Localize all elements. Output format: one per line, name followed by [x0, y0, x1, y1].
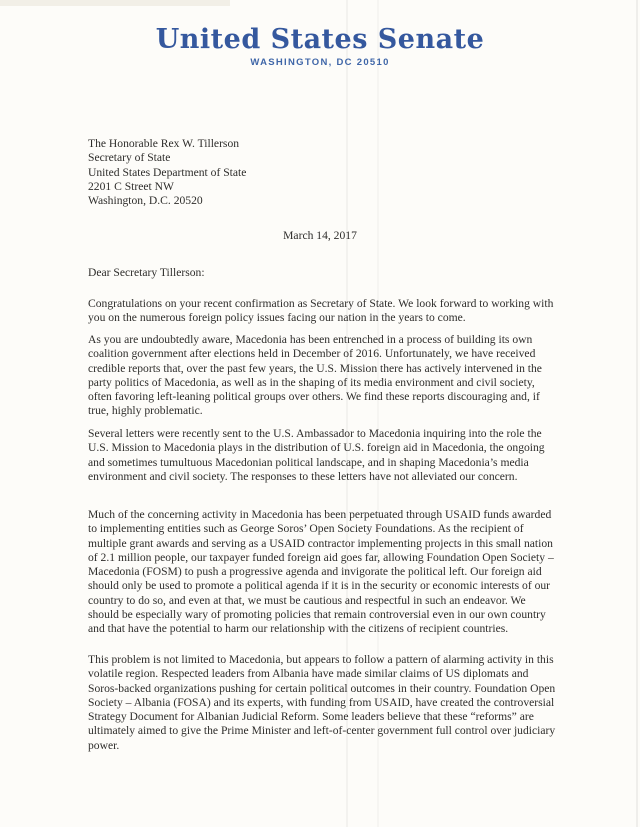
body-paragraph: Much of the concerning activity in Macedonia has been perpetuated through USAID funds awarded to implementing entities such as George Soros’ Open Society Foundations. As the recipient of multiple grant awards and serving as a USAID contractor implementing projects in this small nation of 2.1 million people, our taxpayer funded foreign aid goes far, allowing Foundation Open Society – Macedonia (FOSM) to push a progressive agenda and invigorate the political left. Our foreign aid should only be used to promote a political agenda if it is in the security or economic interests of our country to do so, and even at that, we must be cautious and respectful in such an endeavor. We should be especially wary of promoting policies that remain controversial even in our own country and that have the potential to harm our relationship with the citizens of recipient countries.	[88, 508, 554, 636]
letterhead-subtitle: WASHINGTON, DC 20510	[250, 57, 390, 68]
scan-artifact-tint	[0, 0, 230, 6]
page-edge-shadow	[636, 0, 638, 827]
recipient-name: The Honorable Rex W. Tillerson	[88, 137, 240, 150]
recipient-address-block	[88, 137, 246, 208]
recipient-title: Secretary of State	[88, 151, 171, 165]
body-paragraph: This problem is not limited to Macedonia, but appears to follow a pattern of alarming activity in this volatile region. Respected leaders from Albania have made similar claims of US diplomats and Soros-backed organizations pushing for certain political outcomes in their country. Foundation Open Society – Albania (FOSA) and its experts, with funding from USAID, have created the controversial Strategy Document for Albanian Judicial Reform. Some leaders believe that these “reforms” are ultimately aimed to give the Prime Minister and left-of-center government full control over judiciary power.	[88, 653, 556, 752]
recipient-street: 2201 C Street NW	[88, 179, 174, 193]
recipient-city: Washington, D.C. 20520	[88, 194, 203, 208]
body-paragraph: Several letters were recently sent to the U.S. Ambassador to Macedonia inquiring into the role the U.S. Mission to Macedonia plays in the distribution of U.S. foreign aid in Macedonia, the ongoing and sometimes tumultuous Macedonian political landscape, and in shaping Macedonia’s media environment and civil society. The responses to these letters have not alleviated our concern.	[88, 427, 545, 483]
letterhead-title: United States Senate	[155, 24, 485, 55]
body-paragraph: As you are undoubtedly aware, Macedonia has been entrenched in a process of building its own coalition government after elections held in December of 2016. Unfortunately, we have received credible reports that, over the past few years, the U.S. Mission there has actively intervened in the party politics of Macedonia, as well as in the shaping of its media environment and civil society, often favoring left-leaning political groups over others. We find these reports discouraging and, if true, highly problematic.	[88, 333, 542, 418]
salutation: Dear Secretary Tillerson:	[88, 266, 205, 279]
letterhead	[0, 26, 640, 68]
letter-date: March 14, 2017	[283, 229, 357, 242]
body-paragraph: Congratulations on your recent confirmation as Secretary of State. We look forward to working with you on the numerous foreign policy issues facing our nation in the years to come.	[88, 297, 554, 325]
recipient-organization: United States Department of State	[88, 165, 247, 179]
